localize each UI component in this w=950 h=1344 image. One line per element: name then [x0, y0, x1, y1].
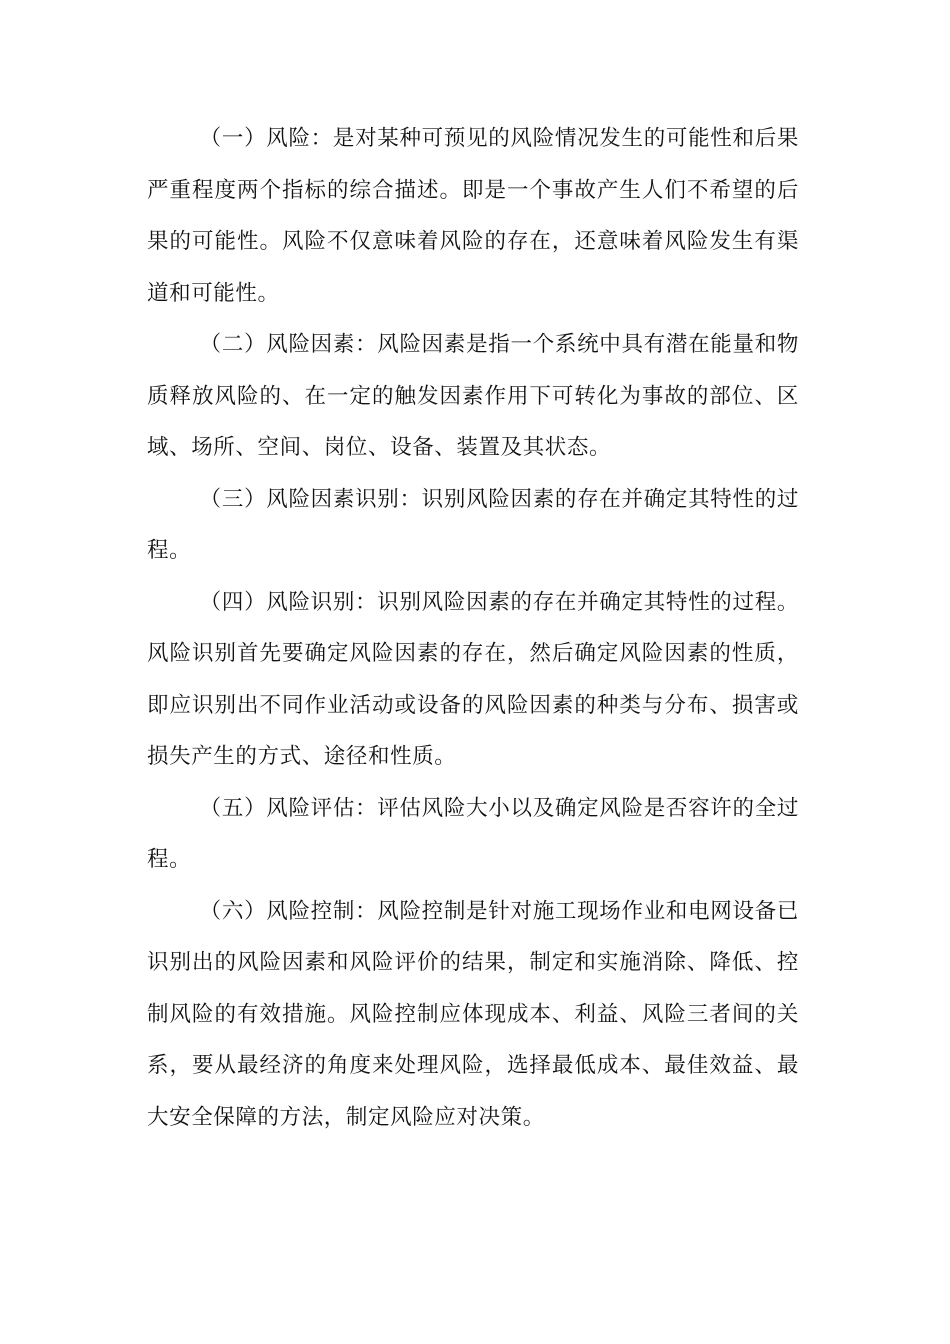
paragraph-risk-factor: （二）风险因素：风险因素是指一个系统中具有潜在能量和物质释放风险的、在一定的触发因素作用下可转化为事故的部位、区域、场所、空间、岗位、设备、装置及其状态。 — [147, 332, 799, 460]
paragraph-risk-assessment: （五）风险评估：评估风险大小以及确定风险是否容许的全过程。 — [147, 795, 799, 872]
paragraph-risk: （一）风险：是对某种可预见的风险情况发生的可能性和后果严重程度两个指标的综合描述。即是一个事故产生人们不希望的后果的可能性。风险不仅意味着风险的存在，还意味着风险发生有渠道和可能性。 — [147, 126, 799, 306]
paragraph-risk-control: （六）风险控制：风险控制是针对施工现场作业和电网设备已识别出的风险因素和风险评价的结果，制定和实施消除、降低、控制风险的有效措施。风险控制应体现成本、利益、风险三者间的关系，要从最经济的角度来处理风险，选择最低成本、最佳效益、最大安全保障的方法，制定风险应对决策。 — [147, 898, 799, 1130]
document-body — [147, 113, 799, 1143]
paragraph-risk-factor-identification: （三）风险因素识别：识别风险因素的存在并确定其特性的过程。 — [147, 486, 799, 563]
paragraph-risk-identification: （四）风险识别：识别风险因素的存在并确定其特性的过程。风险识别首先要确定风险因素的存在，然后确定风险因素的性质，即应识别出不同作业活动或设备的风险因素的种类与分布、损害或损失产生的方式、途径和性质。 — [147, 589, 799, 769]
